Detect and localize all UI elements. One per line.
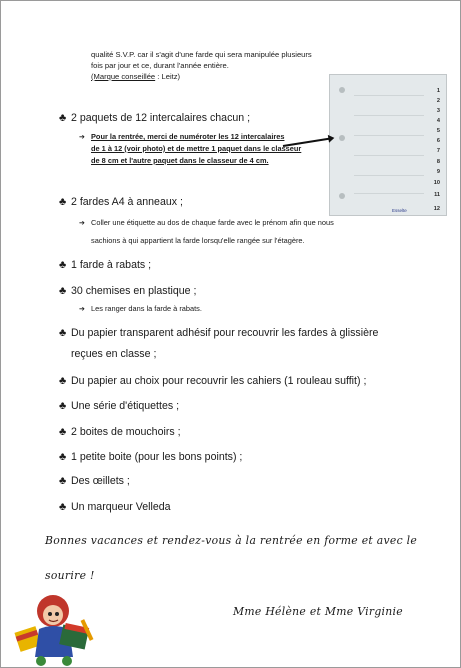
club-icon: ♣ (59, 112, 67, 124)
list-subitem (79, 131, 284, 143)
club-icon: ♣ (59, 451, 67, 463)
tab-number: 9 (436, 169, 440, 175)
girl-with-books-illustration (11, 589, 103, 667)
list-item (59, 500, 171, 514)
list-item (59, 450, 242, 464)
arrow-icon: ➔ (79, 134, 85, 141)
tab-number: 11 (434, 192, 440, 198)
list-item-text: Une série d'étiquettes ; (71, 400, 180, 412)
closing-line: Bonnes vacances et rendez-vous à la rentrée en forme et avec le (45, 534, 418, 547)
closing-line: sourire ! (45, 569, 95, 582)
tab-number: 3 (436, 108, 440, 114)
subitem-text: Pour la rentrée, merci de numéroter les 12 intercalaires (91, 132, 285, 141)
list-item (59, 374, 366, 388)
punch-hole (339, 135, 345, 141)
tab-number: 7 (436, 148, 440, 154)
list-item-text: Du papier transparent adhésif pour recouvrir les fardes à glissière (71, 327, 379, 339)
list-item-text: Des œillets ; (71, 475, 130, 487)
subitem-text-cont: de 8 cm et l'autre paquet dans le classeur de 4 cm. (91, 156, 269, 165)
list-item-text: 1 farde à rabats ; (71, 259, 152, 271)
brand-value: : Leitz) (155, 72, 181, 81)
club-icon: ♣ (59, 426, 67, 438)
list-item-text: 30 chemises en plastique ; (71, 285, 197, 297)
subitem-text-cont: de 1 à 12 (voir photo) et de mettre 1 paquet dans le classeur (91, 144, 302, 153)
club-icon: ♣ (59, 400, 67, 412)
intro-paragraph (91, 49, 351, 82)
tab-number: 12 (433, 206, 440, 212)
list-item (59, 258, 151, 272)
brand-label: (Marque conseillée (91, 72, 156, 81)
tab-number: 6 (436, 138, 440, 144)
club-icon: ♣ (59, 475, 67, 487)
list-subitem (79, 303, 202, 315)
intro-line: fois par jour et ce, durant l'année entière. (91, 61, 229, 70)
list-item (59, 284, 196, 298)
subitem-text: Les ranger dans la farde à rabats. (91, 304, 202, 313)
club-icon: ♣ (59, 501, 67, 513)
intro-brand (91, 71, 351, 82)
list-item-text: Un marqueur Velleda (71, 501, 171, 513)
tab-number: 5 (436, 128, 440, 134)
list-item-text: 1 petite boite (pour les bons points) ; (71, 451, 243, 463)
punch-hole (339, 193, 345, 199)
club-icon: ♣ (59, 196, 67, 208)
list-item-text-cont: reçues en classe ; (71, 348, 157, 360)
list-item-text: 2 paquets de 12 intercalaires chacun ; (71, 112, 251, 124)
list-item-text: 2 fardes A4 à anneaux ; (71, 196, 183, 208)
list-item (59, 195, 183, 209)
tab-number: 8 (436, 159, 440, 165)
subitem-text-cont: sachions à qui appartient la farde lorsqu'elle rangée sur l'étagère. (91, 236, 305, 245)
punch-hole (339, 87, 345, 93)
club-icon: ♣ (59, 375, 67, 387)
list-item (59, 111, 250, 125)
list-item (59, 474, 130, 488)
list-item (59, 425, 181, 439)
tab-number: 10 (433, 180, 440, 186)
list-item-text: 2 boites de mouchoirs ; (71, 426, 181, 438)
tab-number: 1 (436, 88, 440, 94)
arrow-icon: ➔ (79, 220, 85, 227)
tab-number: 2 (436, 98, 440, 104)
photo-brand-label: Esselte (392, 208, 407, 213)
club-icon: ♣ (59, 259, 67, 271)
list-subitem (79, 217, 334, 229)
club-icon: ♣ (59, 327, 67, 339)
list-item (59, 326, 378, 340)
subitem-text: Coller une étiquette au dos de chaque farde avec le prénom afin que nous (91, 218, 334, 227)
tab-number: 4 (436, 118, 440, 124)
signature: Mme Hélène et Mme Virginie (233, 605, 403, 618)
list-item (59, 399, 179, 413)
dividers-photo (329, 74, 447, 216)
intro-line: qualité S.V.P. car il s'agit d'une farde qui sera manipulée plusieurs (91, 50, 312, 59)
list-item-text: Du papier au choix pour recouvrir les cahiers (1 rouleau suffit) ; (71, 375, 367, 387)
club-icon: ♣ (59, 285, 67, 297)
arrow-icon: ➔ (79, 306, 85, 313)
